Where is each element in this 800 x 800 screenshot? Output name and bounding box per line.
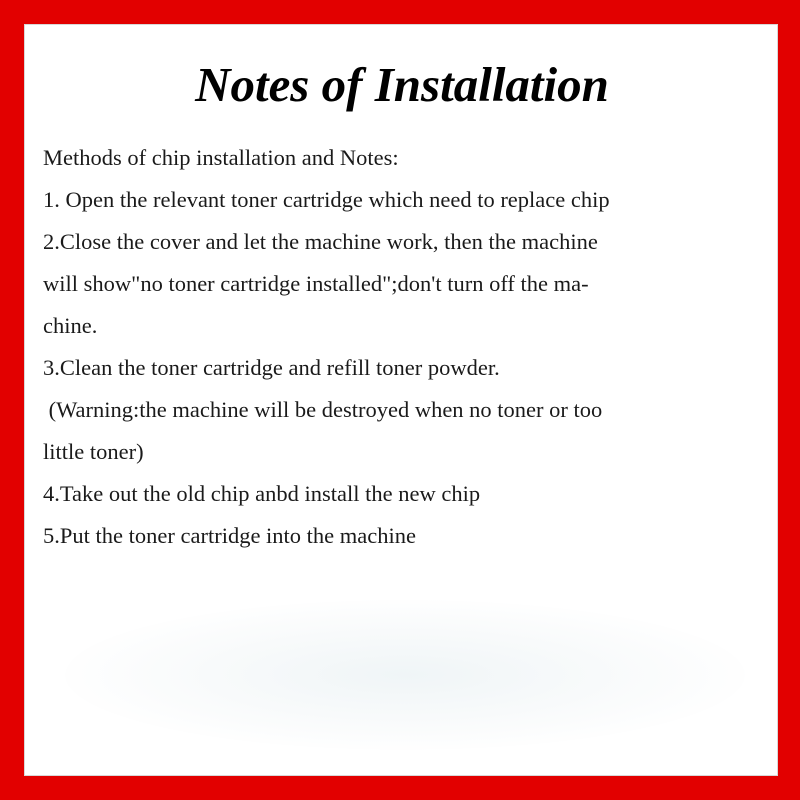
warning-line-1: (Warning:the machine will be destroyed when no toner or too [43, 397, 603, 422]
intro-line: Methods of chip installation and Notes: [43, 145, 399, 170]
step-2-line-1: 2.Close the cover and let the machine work, then the machine [43, 229, 598, 254]
page-title: Notes of Installation [195, 57, 609, 112]
step-5-line: 5.Put the toner cartridge into the machine [43, 523, 417, 548]
step-3-line: 3.Clean the toner cartridge and refill toner powder. [43, 355, 500, 380]
notes-panel [24, 24, 778, 776]
step-2-line-2: will show"no toner cartridge installed";don't turn off the ma- [43, 271, 589, 296]
step-4-line: 4.Take out the old chip anbd install the new chip [43, 481, 481, 506]
step-1-line: 1. Open the relevant toner cartridge which need to replace chip [43, 187, 610, 212]
step-2-line-3: chine. [43, 313, 98, 338]
instructions-text [43, 137, 773, 557]
background-smudge [65, 600, 745, 750]
warning-line-2: little toner) [43, 439, 144, 464]
